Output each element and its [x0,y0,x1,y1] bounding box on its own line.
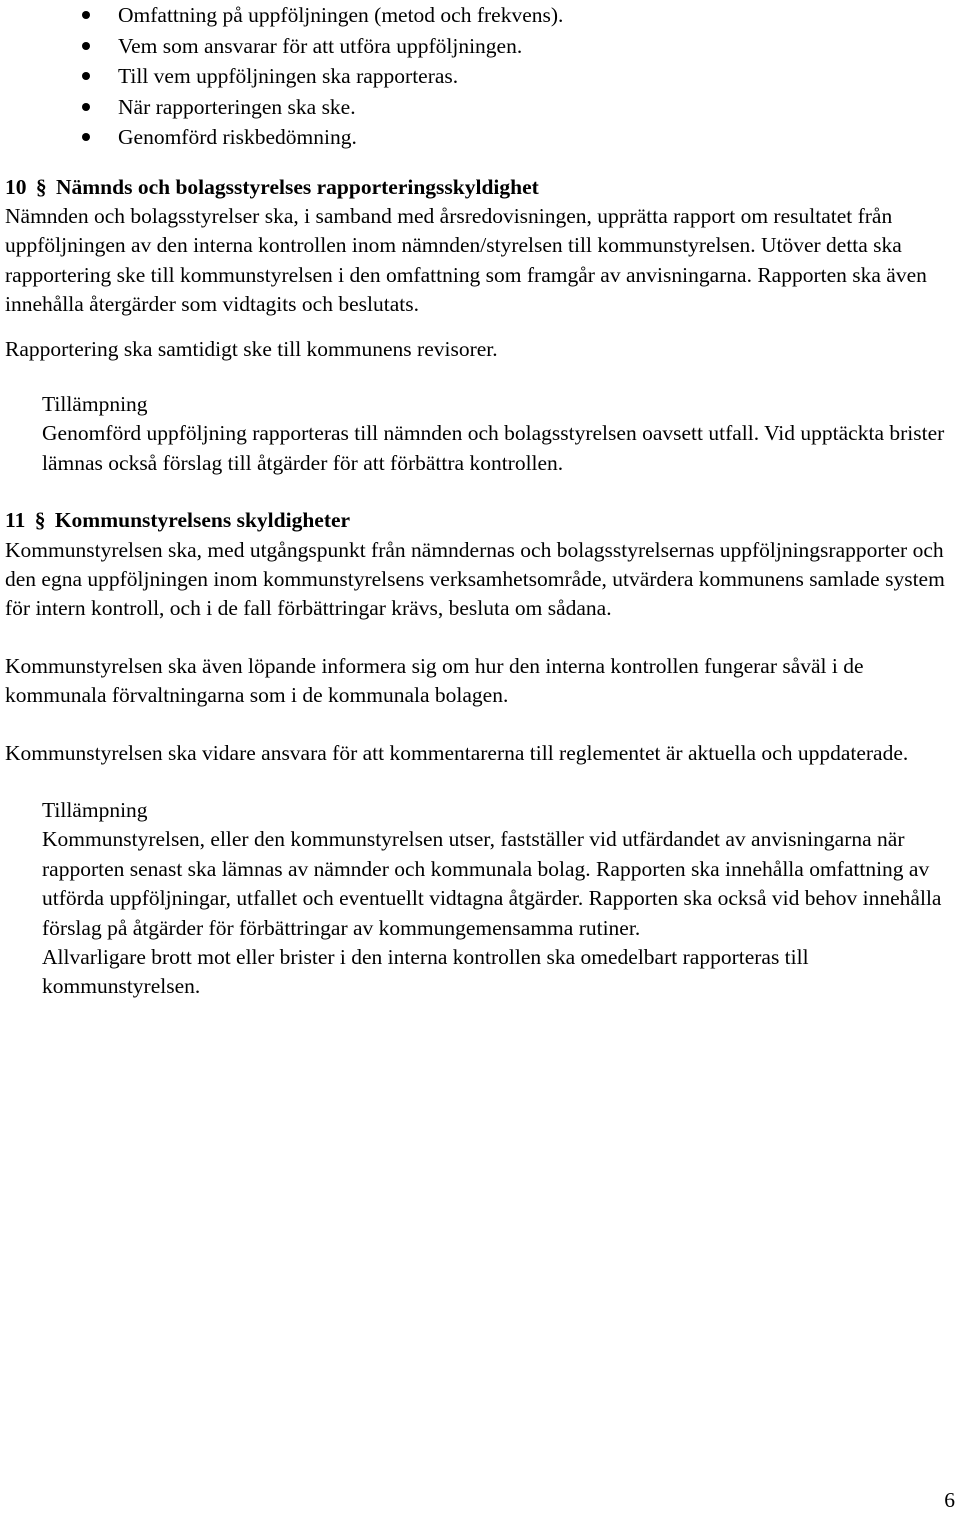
section-11-heading [5,506,955,535]
list-item: Omfattning på uppföljningen (metod och frekvens). [5,0,955,31]
document-page [5,0,955,1002]
section-11-application-title: Tillämpning [42,798,148,822]
section-sign-icon: § [35,174,47,199]
section-title: Kommunstyrelsens skyldigheter [54,508,351,533]
section-10-paragraph-2: Rapportering ska samtidigt ske till kommunens revisorer. [5,336,498,361]
section-11-application-text-2: Allvarligare brott mot eller brister i den interna kontrollen ska omedelbart rapporteras till kommunstyrelsen. [42,945,809,999]
section-11-paragraph-1: Kommunstyrelsen ska, med utgångspunkt från nämndernas och bolagsstyrelsernas uppföljningsrapporter och den egna uppföljningen inom kommunstyrelsens verksamhetsområde, utvärdera kommunens samlade system för intern kontroll, och i de fall förbättringar krävs, besluta om sådana. [5,537,945,621]
section-10-application-title: Tillämpning [42,391,148,416]
section-10-application-text: Genomförd uppföljning rapporteras till nämnden och bolagsstyrelsen oavsett utfall. Vid upptäckta brister lämnas också förslag till åtgärder för att förbättra kontrollen. [42,421,945,475]
section-11-application-text-1: Kommunstyrelsen, eller den kommunstyrelsen utser, fastställer vid utfärdandet av anvisningarna när rapporten senast ska lämnas av nämnder och kommunala bolag. Rapporten ska innehålla omfattning av utförda uppföljningar, utfallet och eventuellt vidtagna åtgärder. Rapporten ska också vid behov innehålla förslag på åtgärder för förbättringar av kommungemensamma rutiner. [42,827,942,940]
bullet-icon [82,11,90,19]
list-item: Vem som ansvarar för att utföra uppföljningen. [5,31,955,62]
list-item: Genomförd riskbedömning. [5,122,955,153]
section-number: 10 [5,174,27,199]
section-title: Nämnds och bolagsstyrelses rapporteringsskyldighet [56,174,539,199]
list-item: Till vem uppföljningen ska rapporteras. [5,61,955,92]
bullet-icon [82,72,90,80]
page-number: 6 [944,1488,955,1512]
section-10-heading [5,173,955,202]
bullet-icon [82,133,90,141]
section-number: 11 [5,508,26,533]
bullet-list [5,0,955,153]
section-11-paragraph-2: Kommunstyrelsen ska även löpande informera sig om hur den interna kontrollen fungerar såväl i de kommunala förvaltningarna som i de kommunala bolagen. [5,653,864,708]
section-sign-icon: § [34,508,46,533]
bullet-icon [82,42,90,50]
section-10-paragraph-1: Nämnden och bolagsstyrelser ska, i samband med årsredovisningen, upprätta rapport om resultatet från uppföljningen av den interna kontrollen inom nämnden/styrelsen till kommunstyrelsen. Utöver detta ska rapportering ske till kommunstyrelsen i den omfattning som framgår av anvisningarna. Rapporten ska även innehålla återgärder som vidtagits och beslutats. [5,203,927,317]
list-item: När rapporteringen ska ske. [5,92,955,123]
bullet-icon [82,103,90,111]
section-11-paragraph-3: Kommunstyrelsen ska vidare ansvara för att kommentarerna till reglementet är aktuella och uppdaterade. [5,740,909,765]
